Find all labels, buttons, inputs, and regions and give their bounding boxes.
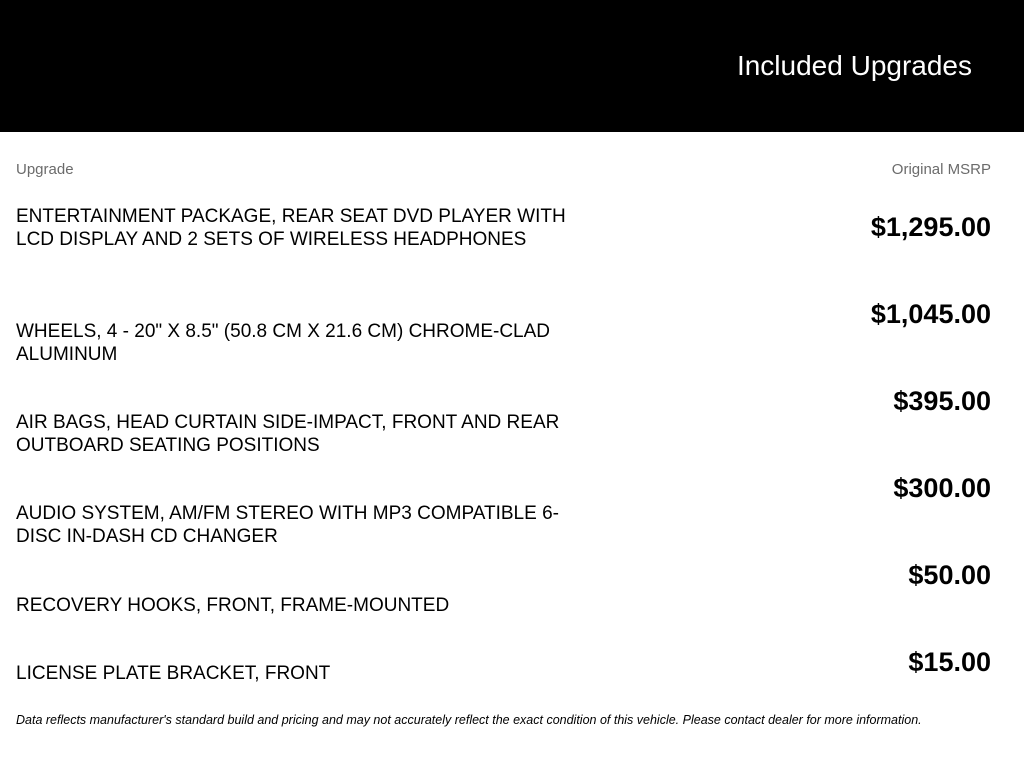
upgrade-price: $15.00 bbox=[908, 647, 991, 677]
upgrade-description: RECOVERY HOOKS, FRONT, FRAME-MOUNTED bbox=[16, 595, 450, 616]
upgrade-description: AUDIO SYSTEM, AM/FM STEREO WITH MP3 COMPATIBLE 6-DISC IN-DASH CD CHANGER bbox=[16, 503, 559, 547]
column-header-msrp: Original MSRP bbox=[891, 161, 991, 178]
upgrade-description: ENTERTAINMENT PACKAGE, REAR SEAT DVD PLAYER WITH LCD DISPLAY AND 2 SETS OF WIRELESS HEADPHONES bbox=[16, 206, 566, 250]
upgrade-description: LICENSE PLATE BRACKET, FRONT bbox=[16, 663, 331, 684]
upgrade-description: WHEELS, 4 - 20" X 8.5" (50.8 CM X 21.6 CM) CHROME-CLAD ALUMINUM bbox=[16, 321, 551, 365]
upgrade-price: $1,045.00 bbox=[870, 299, 991, 329]
disclaimer-text: Data reflects manufacturer's standard build and pricing and may not accurately reflect the exact condition of this vehicle. Please contact dealer for more information. bbox=[16, 713, 922, 727]
upgrade-price: $300.00 bbox=[893, 473, 991, 503]
upgrade-price: $50.00 bbox=[908, 560, 991, 590]
upgrade-price: $395.00 bbox=[893, 386, 991, 416]
column-header-upgrade: Upgrade bbox=[16, 161, 74, 178]
page-header bbox=[0, 0, 1024, 132]
upgrade-price: $1,295.00 bbox=[870, 212, 991, 242]
page-title: Included Upgrades bbox=[736, 50, 972, 81]
upgrade-description: AIR BAGS, HEAD CURTAIN SIDE-IMPACT, FRONT AND REAR OUTBOARD SEATING POSITIONS bbox=[16, 412, 560, 456]
